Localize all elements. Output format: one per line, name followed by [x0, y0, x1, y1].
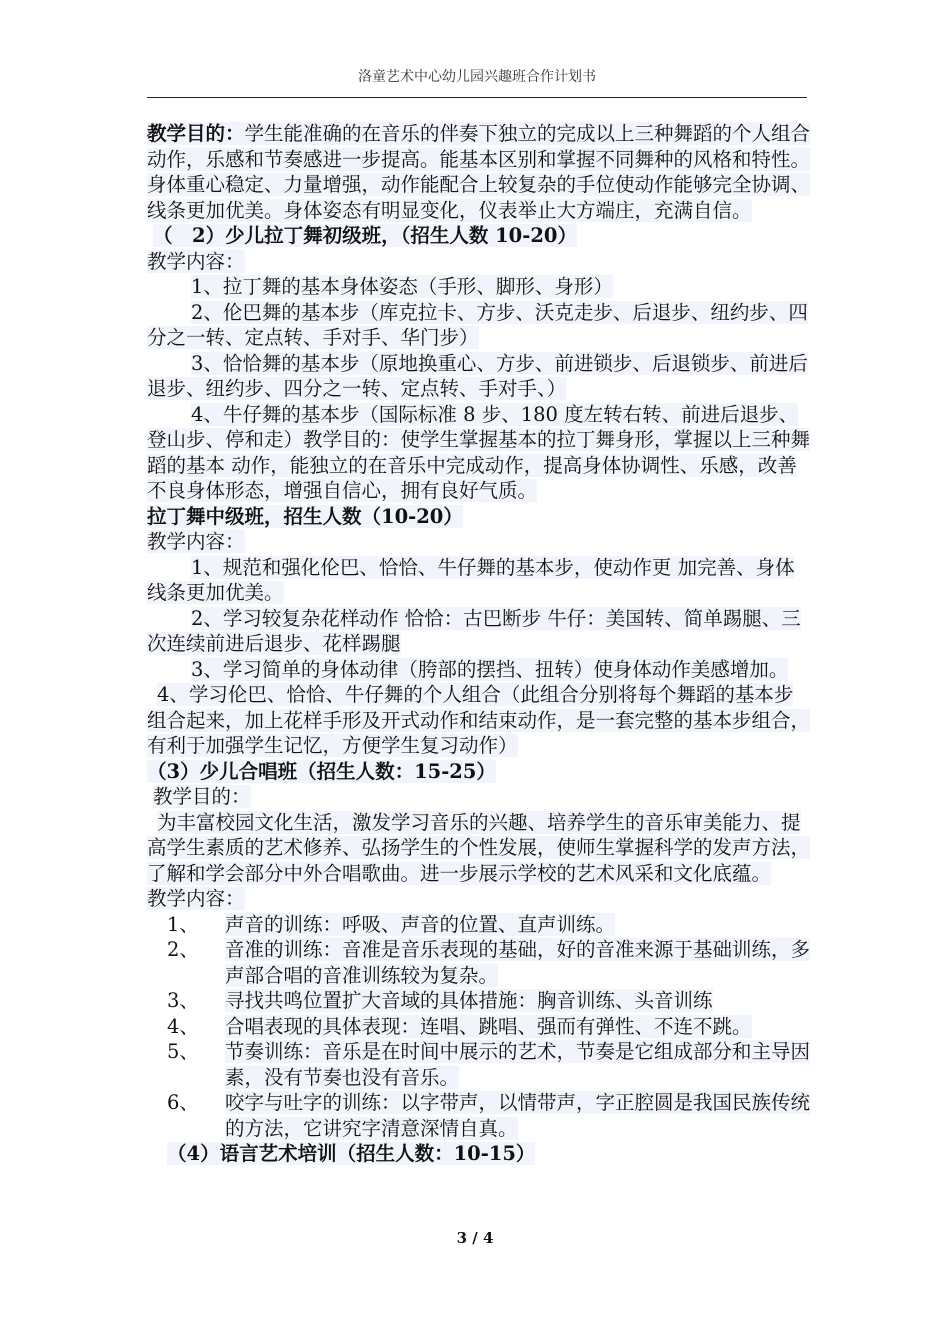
paragraph-text: 3、恰恰舞的基本步（原地换重心、方步、前进锁步、后退锁步、前进后退步、纽约步、四分之一转、定点转、手对手、） — [147, 351, 808, 400]
list-text: 声音的训练：呼吸、声音的位置、直声训练。 — [225, 912, 616, 936]
paragraph-text: 4、学习伦巴、恰恰、牛仔舞的个人组合（此组合分别将每个舞蹈的基本步组合起来，加上花样手形及开式动作和结束动作，是一套完整的基本步组合，有利于加强学生记忆，方便学生复习动作） — [147, 683, 811, 757]
paragraph — [147, 274, 812, 300]
list-item — [147, 988, 812, 1014]
paragraph-text: 为丰富校园文化生活，激发学习音乐的兴趣、培养学生的音乐审美能力、提高学生素质的艺术修养、弘扬学生的个性发展，使师生掌握科学的发声方法，了解和学会部分中外合唱歌曲。进一步展示学校的艺术风采和文化底蕴。 — [147, 810, 811, 885]
paragraph — [147, 351, 812, 402]
list-number: 2、 — [167, 938, 199, 961]
teaching-goal-label: 教学目的： — [147, 122, 245, 145]
paragraph — [147, 249, 812, 275]
teaching-goal-text: 学生能准确的在音乐的伴奏下独立的完成以上三种舞蹈的个人组合动作，乐感和节奏感进一步提高。能基本区别和掌握不同舞种的风格和特性。身体重心稳定、力量增强，动作能配合上较复杂的手位使动作能够完全协调、线条更加优美。身体姿态有明显变化，仪表举止大方端庄，充满自信。 — [147, 122, 811, 222]
section-heading-latin-intermediate — [147, 504, 812, 530]
paragraph-text: 2、伦巴舞的基本步（库克拉卡、方步、沃克走步、后退步、纽约步、四分之一转、定点转、手对手、华门步） — [147, 300, 808, 349]
list-item — [147, 937, 812, 988]
list-text: 咬字与吐字的训练：以字带声，以情带声，字正腔圆是我国民族传统的方法，它讲究字清意深情自真。 — [225, 1091, 811, 1140]
header-rule — [147, 97, 807, 98]
heading-text: （3）少儿合唱班（招生人数：15-25） — [147, 759, 496, 783]
paragraph-text: 教学内容： — [147, 887, 245, 910]
paragraph — [147, 810, 812, 887]
list-number: 1、 — [167, 912, 199, 936]
paragraph — [147, 784, 812, 810]
paragraph — [147, 886, 812, 912]
paragraph — [147, 682, 812, 759]
paragraph-text: 教学内容： — [147, 530, 245, 553]
section-heading-language-arts — [147, 1141, 812, 1167]
section-heading-latin-beginner — [147, 223, 812, 249]
list-item — [147, 912, 812, 938]
list-number: 6、 — [167, 1091, 199, 1114]
paragraph-text: 2、学习较复杂花样动作 恰恰：古巴断步 牛仔：美国转、简单踢腿、三次连续前进后退步、花样踢腿 — [147, 606, 801, 655]
list-text: 寻找共鸣位置扩大音域的具体措施：胸音训练、头音训练 — [225, 989, 713, 1012]
choir-content-list — [147, 912, 812, 1142]
paragraph-text: 3、学习简单的身体动律（胯部的摆挡、扭转）使身体动作美感增加。 — [191, 657, 789, 681]
paragraph — [147, 555, 812, 606]
list-text: 音准的训练：音准是音乐表现的基础，好的音准来源于基础训练，多声部合唱的音准训练较为复杂。 — [225, 938, 811, 987]
paragraph — [147, 300, 812, 351]
page-number: 3 / 4 — [456, 1229, 494, 1247]
list-text: 节奏训练：音乐是在时间中展示的艺术，节奏是它组成部分和主导因素，没有节奏也没有音乐。 — [225, 1040, 811, 1089]
section-heading-choir — [147, 759, 812, 785]
document-body — [147, 121, 812, 1167]
list-text: 合唱表现的具体表现：连唱、跳唱、强而有弹性、不连不跳。 — [225, 1014, 752, 1038]
list-number: 4、 — [167, 1014, 199, 1038]
paragraph-text: 教学内容： — [147, 249, 245, 273]
list-number: 5、 — [167, 1040, 199, 1063]
paragraph — [147, 529, 812, 555]
list-number: 3、 — [167, 989, 199, 1012]
list-item — [147, 1039, 812, 1090]
paragraph-text: 1、规范和强化伦巴、恰恰、牛仔舞的基本步，使动作更 加完善、身体线条更加优美。 — [147, 555, 795, 604]
heading-text: （4）语言艺术培训（招生人数：10-15） — [167, 1142, 536, 1165]
paragraph-teaching-goal — [147, 121, 812, 223]
heading-text: 拉丁舞中级班，招生人数（10-20） — [147, 504, 463, 528]
paragraph — [147, 657, 812, 683]
paragraph — [147, 606, 812, 657]
page-header: 洛童艺术中心幼儿园兴趣班合作计划书 — [358, 69, 596, 85]
paragraph-text: 4、牛仔舞的基本步（国际标准 8 步、180 度左转右转、前进后退步、登山步、停和走）教学目的：使学生掌握基本的拉丁舞身形，掌握以上三种舞蹈的基本 动作，能独立的在音乐中完成动作，提高身体协调性、乐感，改善不良身体形态，增强自信心，拥有良好气质。 — [147, 402, 811, 502]
list-item — [147, 1014, 812, 1040]
paragraph-text: 教学目的： — [153, 785, 251, 808]
heading-text: （ 2）少儿拉丁舞初级班，（招生人数 10-20） — [153, 224, 577, 247]
list-item — [147, 1090, 812, 1141]
paragraph — [147, 402, 812, 504]
paragraph-text: 1、拉丁舞的基本身体姿态（手形、脚形、身形） — [191, 275, 613, 298]
